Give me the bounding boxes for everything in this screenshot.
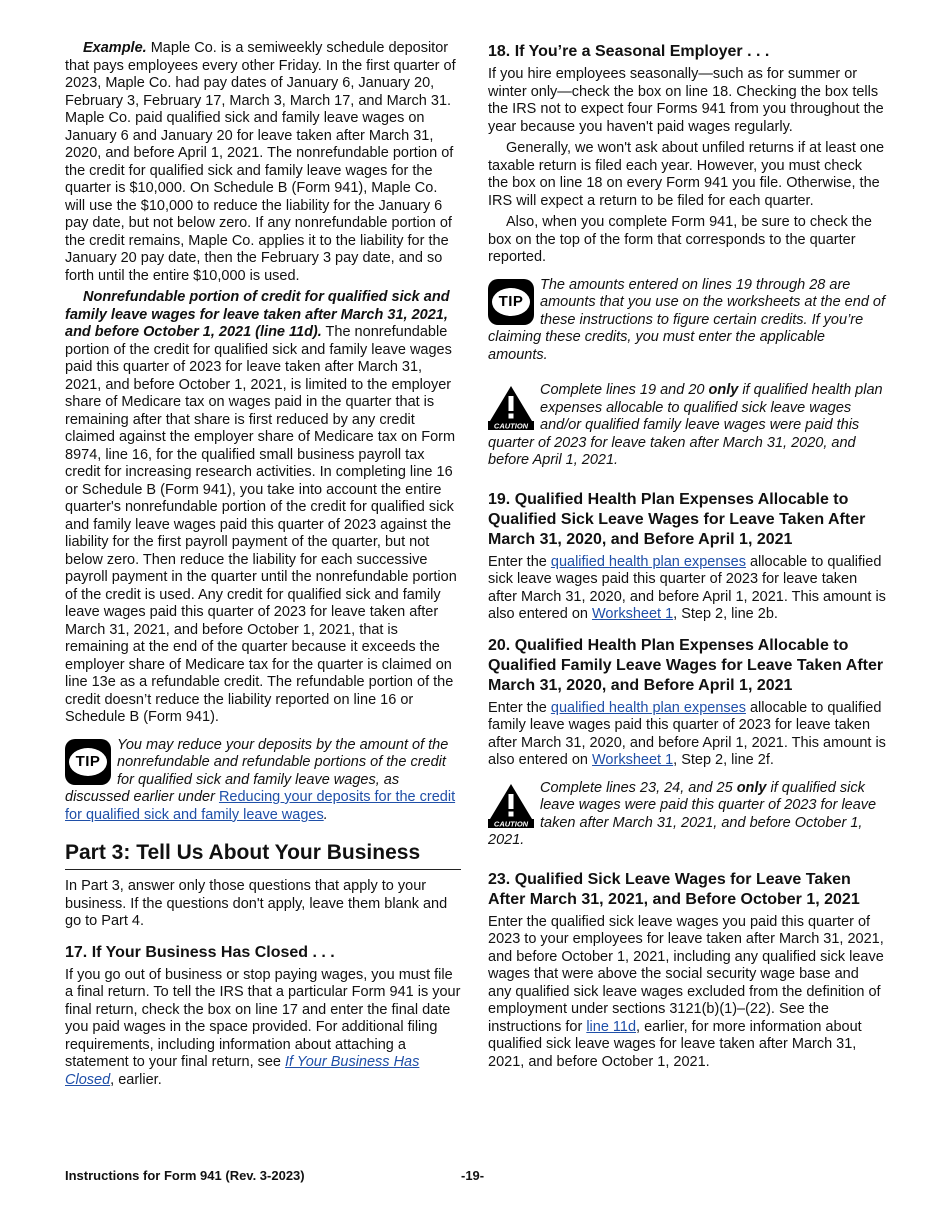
part3-title: Part 3: Tell Us About Your Business bbox=[65, 840, 461, 870]
footer-title: Instructions for Form 941 (Rev. 3-2023) bbox=[65, 1168, 305, 1183]
paragraph-18a: If you hire employees seasonally—such as for summer or winter only—check the box on line 18. Checking the box tells the IRS not to expect four Forms 941 from you throughout the year because you haven't paid wages regularly. bbox=[488, 66, 884, 135]
paragraph-line-19: Enter the qualified health plan expenses allocable to qualified sick leave wages paid this quarter of 2023 for leave taken after March 31, 2020, and before April 1, 2021. This amount is also entered on Worksheet 1, Step 2, line 2b. bbox=[488, 553, 886, 622]
heading-line-23: 23. Qualified Sick Leave Wages for Leave Taken After March 31, 2021, and Before October 1, 2021 bbox=[488, 870, 860, 908]
nonrefundable-heading: Nonrefundable portion of credit for qualified sick and family leave wages for leave taken after March 31, 2021, and before October 1, 2021 (line 11d). bbox=[65, 289, 450, 340]
tip-icon: TIP bbox=[488, 279, 534, 325]
heading-line-17: 17. If Your Business Has Closed . . . bbox=[65, 943, 335, 961]
svg-text:CAUTION: CAUTION bbox=[493, 819, 529, 828]
tip-note-left: TIP You may reduce your deposits by the amount of the nonrefundable and refundable portions of the credit for qualified sick and family leave wages, as discussed earlier under Reducing your deposits for the credit for qualified sick and family leave wages. bbox=[65, 736, 456, 823]
paragraph-line-23: Enter the qualified sick leave wages you paid this quarter of 2023 to your employees for leave taken after March 31, 2021, and before October 1, 2021, including any qualified sick leave wages that were above the social security wage base and any qualified sick leave wages excluded from the definition of employment under sections 3121(b)(1)–(22). See the instructions for line 11d, earlier, for more information about qualified sick leave wages for leave taken after March 31, 2021, and before October 1, 2021. bbox=[488, 913, 884, 1070]
link-line-11d[interactable]: line 11d bbox=[586, 1018, 637, 1035]
tip-note-right: TIP The amounts entered on lines 19 through 28 are amounts that you use on the worksheets at the end of these instructions to figure certain credits. If you’re claiming these credits, you must enter the applicable amounts. bbox=[488, 276, 885, 363]
paragraph-line-17: If you go out of business or stop paying wages, you must file a final return. To tell the IRS that a particular Form 941 is your final return, check the box on line 17 and enter the final date you paid wages in the space provided. For additional filing requirements, including information about attaching a statement to your final return, see If Your Business Has Closed, earlier. bbox=[65, 966, 461, 1088]
link-qualified-health-plan-expenses[interactable]: qualified health plan expenses bbox=[550, 699, 746, 716]
heading-line-19: 19. Qualified Health Plan Expenses Allocable to Qualified Sick Leave Wages for Leave Taken After March 31, 2020, and Before April 1, 2021 bbox=[488, 490, 866, 548]
nonrefundable-paragraph: Nonrefundable portion of credit for qualified sick and family leave wages for leave taken after March 31, 2021, and before October 1, 2021 (line 11d). The nonrefundable portion of the credit for qualified sick and family leave wages paid this quarter of 2023 for leave taken after March 31, 2021, and before October 1, 2021, is limited to the employer share of Medicare tax on wages paid in the quarter that is remaining after that share is first reduced by any credit claimed against the employer share of Medicare tax on Form 8974, line 16, for the qualified small business payroll tax credit for increasing research activities. In completing line 16 or Schedule B (Form 941), you take into account the entire quarter's nonrefundable portion of the credit for qualified sick and family leave wages paid this quarter of 2023 against the liability for the first payroll payment of the quarter, but not below zero. Then reduce the liability for each successive payroll payment in the quarter until the nonrefundable portion of the credit is used. Any credit for qualified sick and family leave wages paid this quarter of 2023 for leave taken after March 31, 2021, and before October 1, 2021, that is remaining at the end of the quarter because it exceeds the employer share of Medicare tax for the quarter is claimed on line 13e as a refundable credit. The refundable portion of the credit doesn’t reduce the liability reported on line 16 or Schedule B (Form 941). bbox=[65, 289, 457, 725]
heading-line-18: 18. If You’re a Seasonal Employer . . . bbox=[488, 43, 770, 60]
svg-text:CAUTION: CAUTION bbox=[493, 421, 529, 430]
link-worksheet-1[interactable]: Worksheet 1 bbox=[592, 606, 674, 622]
right-column bbox=[488, 40, 886, 1075]
link-qualified-health-plan-expenses[interactable]: qualified health plan expenses bbox=[550, 553, 746, 570]
paragraph-18c: Also, when you complete Form 941, be sure to check the box on the top of the form that corresponds to the quarter reported. bbox=[488, 214, 872, 265]
page-number: -19- bbox=[461, 1168, 485, 1183]
link-reducing-deposits[interactable]: Reducing your deposits for the credit for qualified sick and family leave wages bbox=[65, 789, 456, 823]
page-footer bbox=[65, 1168, 885, 1183]
example-paragraph: Example. Maple Co. is a semiweekly schedule depositor that pays employees every other Friday. In the first quarter of 2023, Maple Co. had pay dates of January 6, January 20, February 3, February 17, March 3, March 17, and March 31. Maple Co. paid qualified sick and family leave wages on January 6 and January 20 for leave taken after March 31, 2020, and before April 1, 2021. The nonrefundable portion of the credit for qualified sick and family leave wages for the quarter is $10,000. On Schedule B (Form 941), Maple Co. will use the $10,000 to reduce the liability for the January 6 pay date, but not below zero. If any nonrefundable portion of the credit remains, Maple Co. applies it to the liability for the January 20 pay date, then the February 3 pay date, and so forth until the entire $10,000 is used. bbox=[65, 40, 456, 284]
tip-icon: TIP bbox=[65, 739, 111, 785]
caution-note-2: CAUTION Complete lines 23, 24, and 25 only if qualified sick leave wages were paid this quarter of 2023 for leave taken after March 31, 2021, and before October 1, 2021. bbox=[488, 779, 877, 848]
link-worksheet-1[interactable]: Worksheet 1 bbox=[592, 752, 674, 768]
left-column bbox=[65, 40, 461, 1093]
caution-note-1: CAUTION Complete lines 19 and 20 only if qualified health plan expenses allocable to qualified sick leave wages and/or qualified family leave wages were paid this quarter of 2023 for leave taken after March 31, 2020, and before April 1, 2021. bbox=[488, 382, 883, 468]
heading-line-20: 20. Qualified Health Plan Expenses Allocable to Qualified Family Leave Wages for Leave Taken After March 31, 2020, and Before April 1, 2021 bbox=[488, 636, 884, 694]
link-if-business-closed[interactable]: If Your Business Has Closed bbox=[65, 1054, 420, 1088]
paragraph-line-20: Enter the qualified health plan expenses allocable to qualified family leave wages paid this quarter of 2023 for leave taken after March 31, 2020, and before April 1, 2021. This amount is also entered on Worksheet 1, Step 2, line 2f. bbox=[488, 699, 886, 768]
example-label: Example. bbox=[83, 40, 147, 56]
caution-icon bbox=[488, 782, 534, 828]
part3-intro: In Part 3, answer only those questions that apply to your business. If the questions don't apply, leave them blank and go to Part 4. bbox=[65, 878, 448, 929]
paragraph-18b: Generally, we won't ask about unfiled returns if at least one taxable return is filed each year. However, you must check the box on line 18 on every Form 941 you file. Otherwise, the IRS will expect a return to be filed for each quarter. bbox=[488, 140, 885, 209]
caution-icon bbox=[488, 384, 534, 430]
